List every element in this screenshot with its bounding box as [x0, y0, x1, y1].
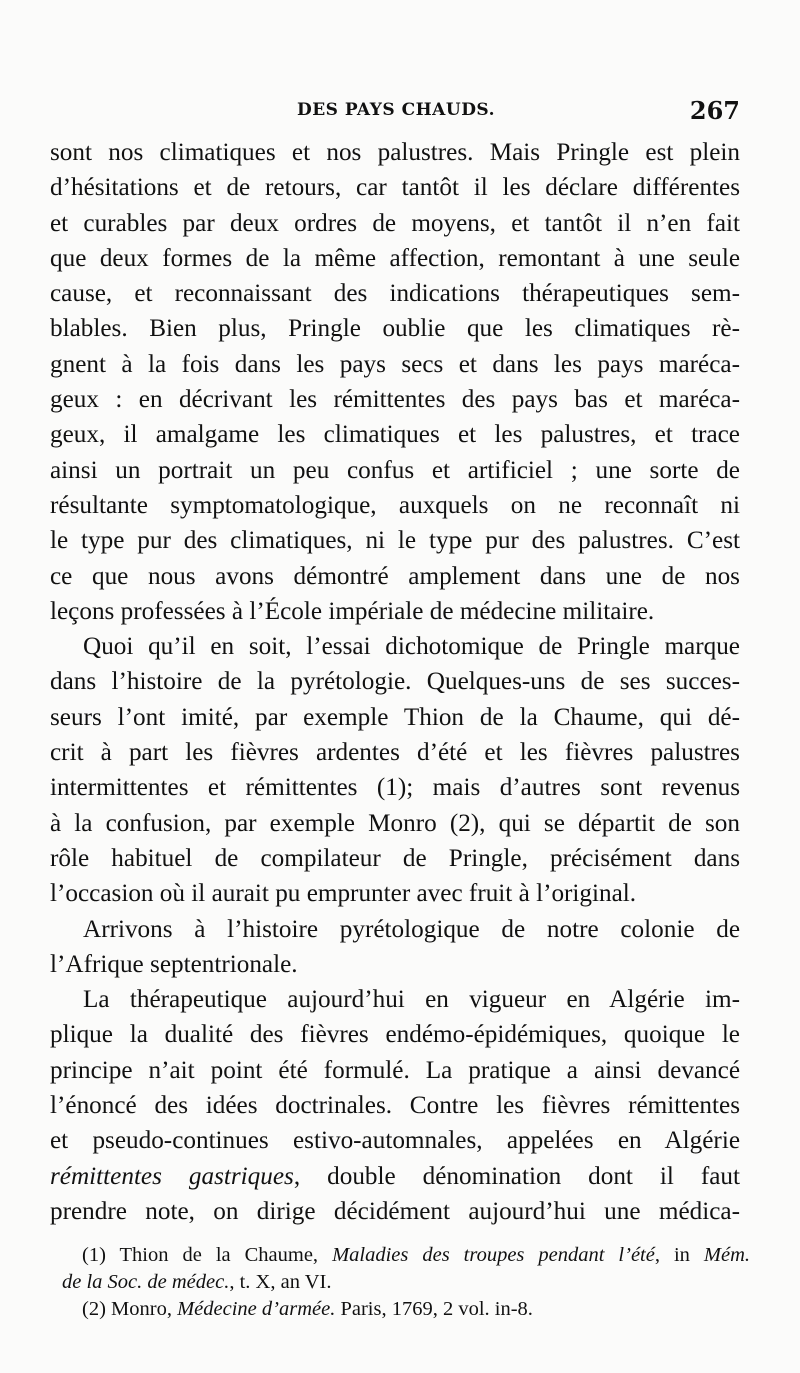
footnote-rest: , t. X, an VI. — [229, 1271, 332, 1293]
text-line: intermittentes et rémittentes (1); mais d’autres sont revenus — [50, 774, 740, 802]
text-line: La thérapeutique aujourd’hui en vigueur en Algérie im- — [83, 986, 740, 1014]
footnote-rest: Paris, 1769, 2 vol. in-8. — [335, 1298, 533, 1320]
text-line: cause, et reconnaissant des indications thérapeutiques sem- — [50, 280, 740, 308]
footnote-author: Thion de la Chaume, — [119, 1244, 319, 1266]
text-line: Quoi qu’il en soit, l’essai dichotomique de Pringle marque — [83, 633, 740, 661]
italic-term: rémittentes gastriques — [50, 1162, 294, 1190]
text-line: seurs l’ont imité, par exemple Thion de la Chaume, qui dé- — [50, 703, 740, 731]
running-head — [52, 98, 740, 132]
text-line: dans l’histoire de la pyrétologie. Quelques-uns de ses succes- — [50, 668, 740, 696]
text-line: geux : en décrivant les rémittentes des pays bas et maréca- — [50, 386, 740, 414]
text-line: et pseudo-continues estivo-automnales, appelées en Algérie — [50, 1127, 740, 1155]
text-line: que deux formes de la même affection, remontant à une seule — [50, 244, 740, 272]
footnote-mark: (1) — [82, 1244, 106, 1266]
footnotes — [62, 1242, 750, 1323]
text-line — [50, 1159, 740, 1194]
footnote-1 — [62, 1242, 750, 1269]
text-line: principe n’ait point été formulé. La pratique a ainsi devancé — [50, 1056, 740, 1084]
text-line: gnent à la fois dans les pays secs et dans les pays maréca- — [50, 350, 740, 378]
text-line: ce que nous avons démontré amplement dans une de nos — [50, 562, 740, 590]
text-line: et curables par deux ordres de moyens, et tantôt il n’en fait — [50, 209, 740, 237]
text-line: l’occasion où il aurait pu emprunter avec fruit à l’original. — [50, 880, 637, 908]
text-line: l’Afrique septentrionale. — [50, 950, 298, 978]
text-line: ainsi un portrait un peu confus et artificiel ; une sorte de — [50, 456, 740, 484]
text-line: geux, il amalgame les climatiques et les palustres, et trace — [50, 421, 740, 449]
text-line: le type pur des climatiques, ni le type pur des palustres. C’est — [50, 527, 740, 555]
paragraph-2 — [50, 629, 740, 911]
footnote-source: Mém. — [703, 1244, 751, 1266]
running-title: DES PAYS CHAUDS. — [296, 100, 496, 120]
footnote-in: , in — [654, 1244, 690, 1266]
text-line: Arrivons à l’histoire pyrétologique de notre colonie de — [83, 915, 740, 943]
paragraph-4 — [50, 982, 740, 1229]
text-line: leçons professées à l’École impériale de médecine militaire. — [50, 597, 655, 625]
footnote-source-2: de la Soc. de médec. — [62, 1271, 230, 1293]
footnote-title: Médecine d’armée. — [177, 1298, 336, 1320]
footnote-author: Monro, — [111, 1298, 172, 1320]
text-line: à la confusion, par exemple Monro (2), qui se départit de son — [50, 809, 740, 837]
footnote-mark: (2) — [82, 1298, 106, 1320]
body-text — [50, 135, 740, 1229]
footnote-1-continued — [62, 1269, 750, 1296]
paragraph-1 — [50, 135, 740, 629]
footnote-2 — [62, 1296, 750, 1323]
text-line: d’hésitations et de retours, car tantôt il les déclare différentes — [50, 174, 740, 202]
text-line: résultante symptomatologique, auxquels on ne reconnaît ni — [50, 491, 740, 519]
text-line: prendre note, on dirige décidément aujourd’hui une médica- — [50, 1197, 740, 1225]
text-line: rôle habituel de compilateur de Pringle, précisément dans — [50, 844, 740, 872]
text-line: blables. Bien plus, Pringle oublie que les climatiques rè- — [50, 315, 740, 343]
footnote-title: Maladies des troupes pendant l’été — [332, 1244, 655, 1266]
text-run: , double dénomination dont il faut — [293, 1162, 741, 1190]
text-line: crit à part les fièvres ardentes d’été et les fièvres palustres — [50, 739, 740, 767]
text-line: plique la dualité des fièvres endémo-épidémiques, quoique le — [50, 1021, 740, 1049]
text-line: l’énoncé des idées doctrinales. Contre les fièvres rémittentes — [50, 1092, 740, 1120]
text-line: sont nos climatiques et nos palustres. Mais Pringle est plein — [50, 139, 740, 166]
page-number: 267 — [689, 96, 740, 125]
paragraph-3 — [50, 912, 740, 983]
